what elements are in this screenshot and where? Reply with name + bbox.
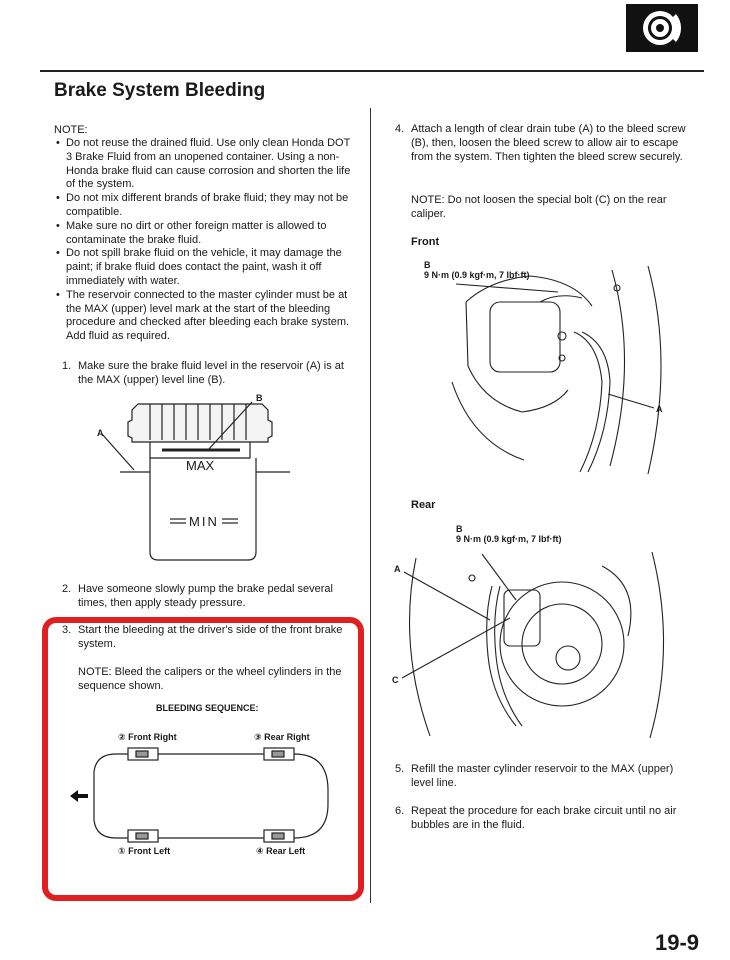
rear-caliper-diagram [392, 546, 676, 742]
step-text: Refill the master cylinder reservoir to the MAX (upper) level line. [411, 763, 674, 789]
front-caliper-diagram [412, 262, 674, 480]
front-callout-b: B [424, 260, 431, 270]
step-number: 5. [395, 763, 405, 775]
rear-left-label: ④ Rear Left [256, 846, 306, 856]
highlight-box [42, 617, 364, 901]
note-item: • Make sure no dirt or other foreign matter is allowed to contaminate the brake fluid. [56, 220, 356, 248]
step-number: 3. [62, 624, 72, 636]
front-torque: 9 N·m (0.9 kgf·m, 7 lbf·ft) [424, 270, 530, 280]
note-heading: NOTE: [54, 124, 88, 136]
step-number: 4. [395, 123, 405, 135]
callout-b: B [256, 393, 263, 403]
step-text: Attach a length of clear drain tube (A) to the bleed screw (B), then, loosen the bleed screw to allow air to escape from the system. Then tighten the bleed screw securely. [411, 123, 686, 163]
min-mark: MIN [189, 514, 219, 529]
page-number: 19-9 [655, 930, 700, 955]
sequence-title: BLEEDING SEQUENCE: [156, 703, 259, 713]
rear-heading: Rear [411, 499, 436, 511]
max-mark: MAX [186, 458, 215, 473]
step-number: 2. [62, 583, 72, 595]
front-right-label: ② Front Right [118, 732, 177, 742]
rear-right-label: ③ Rear Right [254, 732, 310, 742]
notes-list [56, 137, 356, 344]
step-4-note: NOTE: Do not loosen the special bolt (C) on the rear caliper. [411, 194, 667, 220]
note-item: • Do not spill brake fluid on the vehicle, it may damage the paint; if brake fluid does contact the paint, wash it off immediately with water. [56, 247, 356, 288]
note-item: • Do not mix different brands of brake fluid; they may not be compatible. [56, 192, 356, 220]
step-text: Make sure the brake fluid level in the reservoir (A) is at the MAX (upper) level line (B). [78, 360, 344, 386]
rear-torque: 9 N·m (0.9 kgf·m, 7 lbf·ft) [456, 534, 562, 544]
step-text: Have someone slowly pump the brake pedal several times, then apply steady pressure. [78, 583, 333, 609]
callout-a: A [97, 428, 104, 438]
brake-disc-icon [626, 4, 698, 52]
page-title: Brake System Bleeding [54, 80, 266, 101]
column-divider [370, 108, 371, 903]
step-number: 1. [62, 360, 72, 372]
front-heading: Front [411, 236, 440, 248]
step-text: Repeat the procedure for each brake circuit until no air bubbles are in the fluid. [411, 805, 677, 831]
rear-callout-a: A [394, 564, 401, 574]
step-text: Start the bleeding at the driver's side of the front brake system. [78, 624, 343, 650]
step-number: 6. [395, 805, 405, 817]
front-left-label: ① Front Left [118, 846, 171, 856]
header-rule [40, 70, 704, 72]
rear-callout-b: B [456, 524, 463, 534]
note-item: • The reservoir connected to the master cylinder must be at the MAX (upper) level mark at the start of the bleeding procedure and checked after bleeding each brake system. Add fluid as required. [56, 289, 356, 344]
front-callout-a: A [656, 404, 663, 414]
rear-callout-c: C [392, 675, 399, 685]
reservoir-diagram [90, 392, 300, 567]
step-3-note: NOTE: Bleed the calipers or the wheel cylinders in the sequence shown. [78, 666, 342, 692]
note-item: • Do not reuse the drained fluid. Use only clean Honda DOT 3 Brake Fluid from an unopened container. Using a non-Honda brake fluid can cause corrosion and shorten the life of the system. [56, 137, 356, 192]
